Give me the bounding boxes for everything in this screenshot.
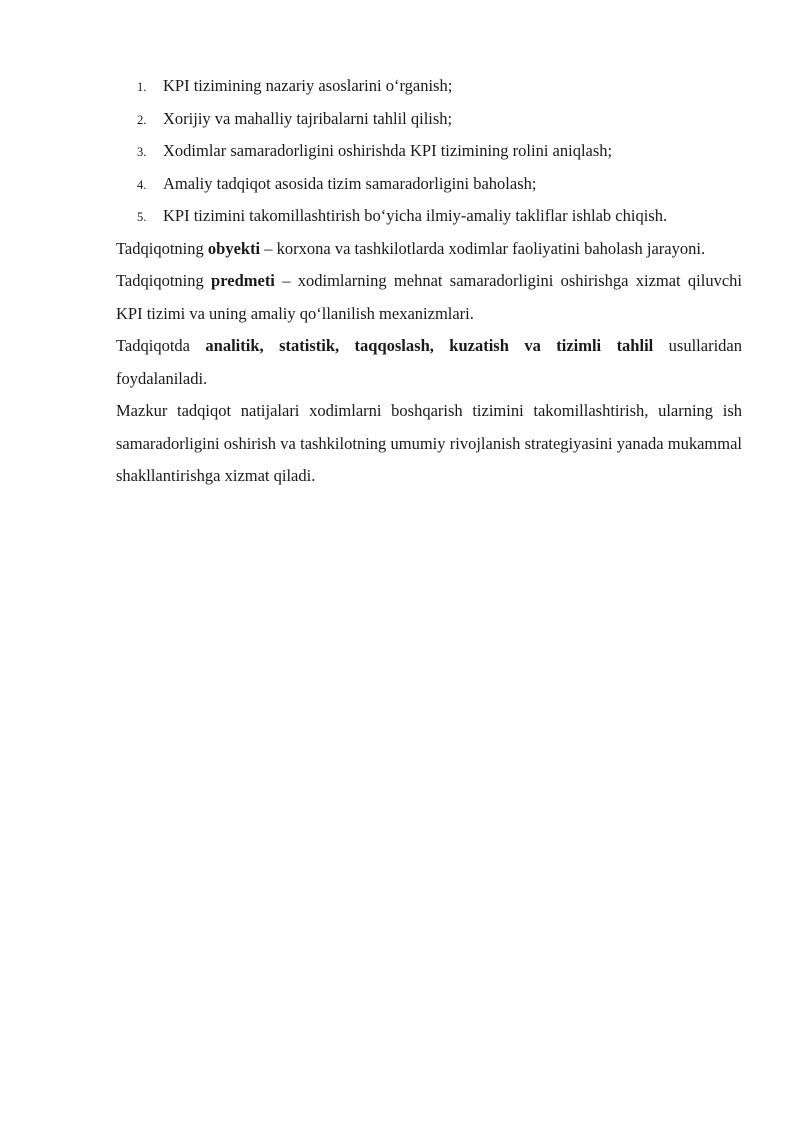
list-item-text: KPI tizimini takomillashtirish bo‘yicha ilmiy-amaliy takliflar ishlab chiqish. bbox=[163, 206, 668, 225]
list-item-text: Amaliy tadqiqot asosida tizim samaradorligini baholash; bbox=[163, 173, 537, 193]
research-methods-paragraph bbox=[116, 330, 742, 395]
conclusion-paragraph: Mazkur tadqiqot natijalari xodimlarni boshqarish tizimini takomillashtirish, ularning ish samaradorligini oshirish va tashkilotning umumiy rivojlanish strategiyasini yanada mukammal shakllantirishga xizmat qiladi. bbox=[116, 401, 742, 485]
research-tasks-list bbox=[116, 70, 742, 233]
list-item bbox=[116, 135, 742, 168]
list-item-text: Xodimlar samaradorligini oshirishda KPI tizimining rolini aniqlash; bbox=[163, 141, 613, 160]
list-item bbox=[116, 168, 742, 201]
list-item-number: 3. bbox=[137, 145, 147, 159]
paragraph-text: – xodimlarning mehnat samaradorligini oshirishga xizmat qiluvchi KPI tizimi va uning amaliy qo‘llanilish mexanizmlari. bbox=[116, 271, 742, 323]
list-item bbox=[116, 70, 742, 103]
list-item-text: KPI tizimining nazariy asoslarini o‘rganish; bbox=[163, 76, 453, 95]
bold-term: analitik, statistik, taqqoslash, kuzatish va tizimli tahlil bbox=[205, 336, 654, 355]
list-item bbox=[116, 200, 742, 233]
list-item-text: Xorijiy va mahalliy tajribalarni tahlil qilish; bbox=[163, 108, 453, 128]
bold-term: predmeti bbox=[211, 271, 275, 290]
paragraph-text: – korxona va tashkilotlarda xodimlar faoliyatini baholash jarayoni. bbox=[260, 238, 706, 258]
paragraph-text: usullaridan foydalaniladi. bbox=[116, 336, 742, 388]
paragraph-text: Tadqiqotda bbox=[116, 336, 206, 355]
list-item-number: 4. bbox=[137, 177, 147, 192]
list-item-number: 5. bbox=[137, 210, 147, 224]
paragraph-text: Tadqiqotning bbox=[116, 238, 208, 258]
research-object-paragraph bbox=[116, 233, 742, 266]
list-item bbox=[116, 103, 742, 136]
document-page bbox=[116, 70, 742, 493]
list-item-number: 2. bbox=[137, 112, 147, 127]
bold-term: obyekti bbox=[207, 238, 261, 258]
research-subject-paragraph bbox=[116, 265, 742, 330]
list-item-number: 1. bbox=[137, 80, 147, 94]
paragraph-text: Tadqiqotning bbox=[116, 271, 212, 290]
